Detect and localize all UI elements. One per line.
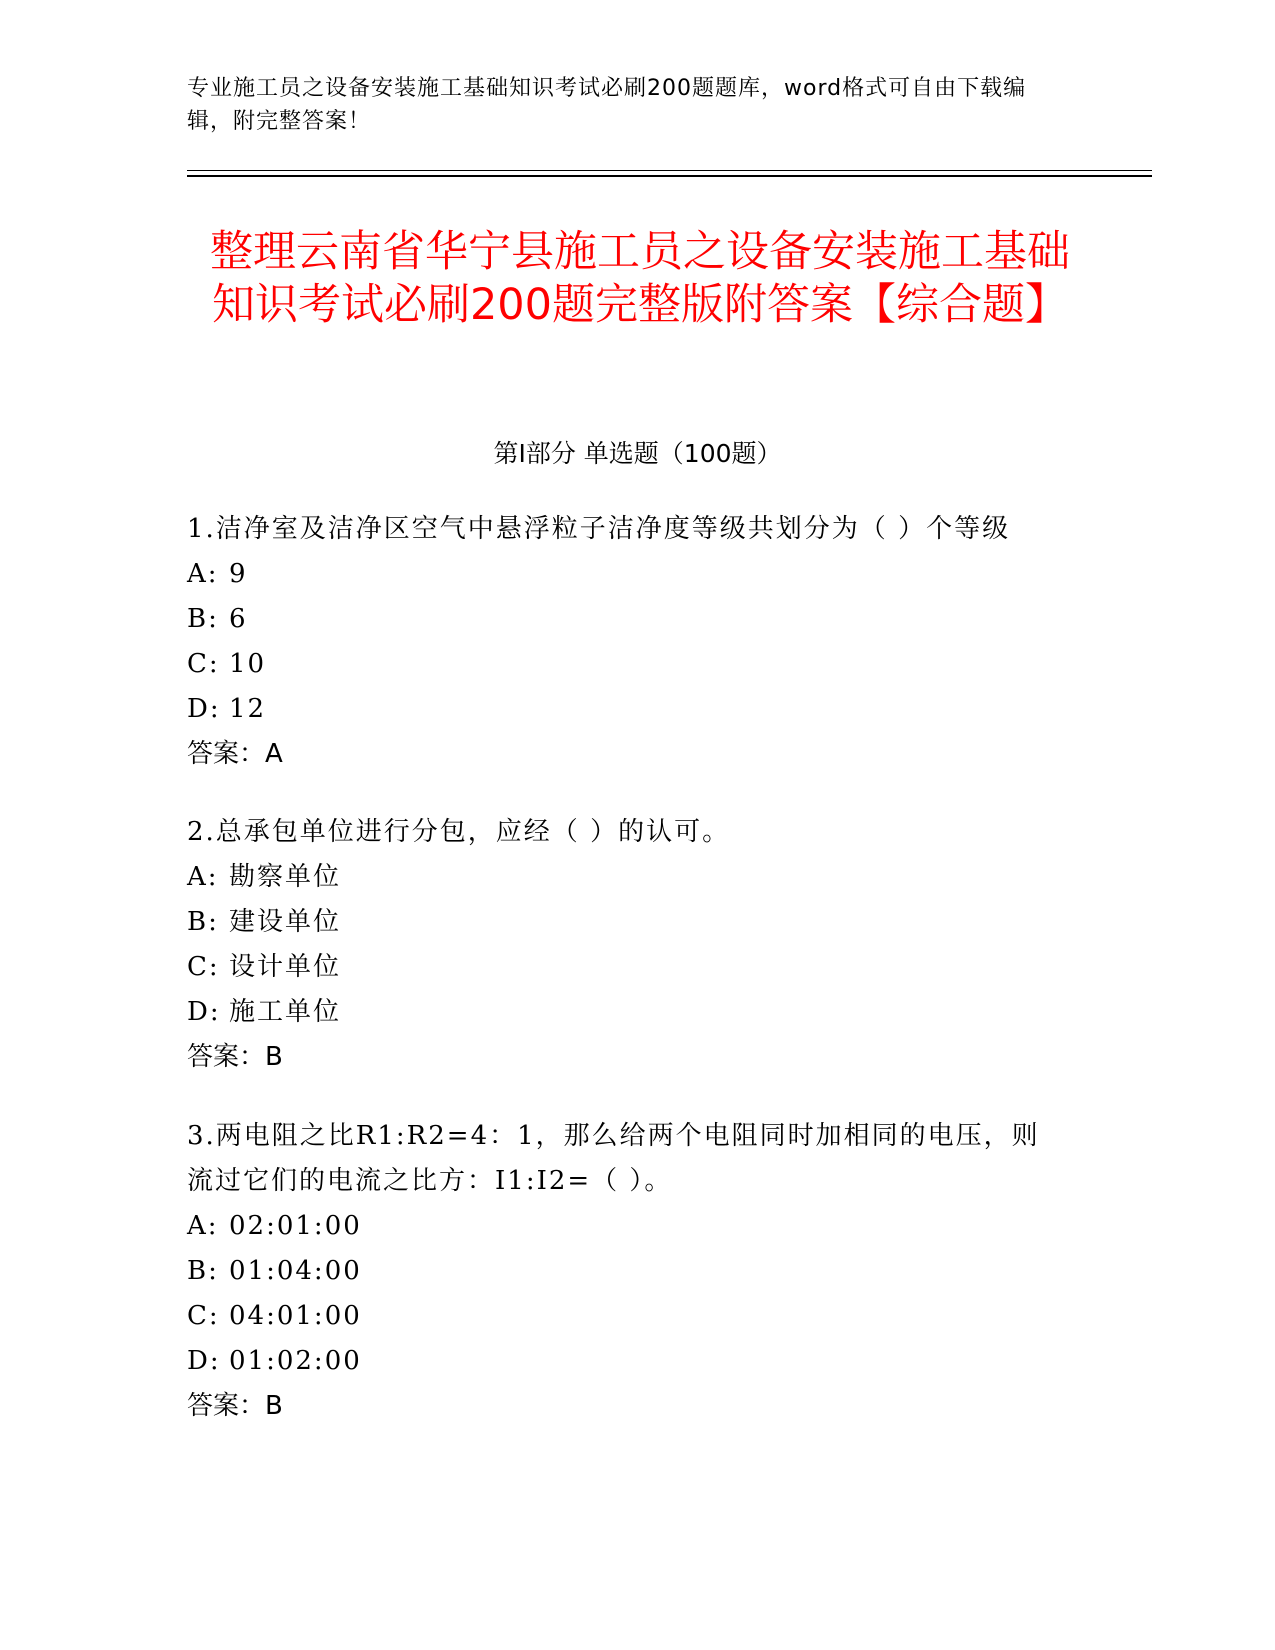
- answer-line: 答案：B: [187, 1042, 283, 1072]
- option-label: D:: [187, 694, 221, 724]
- option-label: B:: [187, 1256, 219, 1286]
- option-c: [187, 945, 1067, 990]
- question-stem: 2.总承包单位进行分包，应经（ ）的认可。: [187, 817, 731, 847]
- header-note: 专业施工员之设备安装施工基础知识考试必刷200题题库，word格式可自由下载编辑，附完整答案！: [187, 76, 1027, 134]
- answer-line: 答案：B: [187, 1391, 283, 1421]
- option-d: [187, 687, 1067, 732]
- question-stem: 1.洁净室及洁净区空气中悬浮粒子洁净度等级共划分为（ ）个等级: [187, 514, 1011, 544]
- option-a: [187, 552, 1067, 597]
- question-stem: 3.两电阻之比R1:R2=4：1，那么给两个电阻同时加相同的电压，则流过它们的电流之比方：I1:I2=（ ）。: [187, 1121, 1040, 1196]
- section-heading: 第I部分 单选题（100题）: [493, 439, 782, 468]
- header-divider-thin: [187, 170, 1152, 171]
- option-text: 02:01:00: [229, 1211, 362, 1241]
- option-d: [187, 990, 1067, 1035]
- option-label: C:: [187, 1301, 220, 1331]
- option-label: B:: [187, 604, 219, 634]
- option-b: [187, 1249, 1067, 1294]
- option-b: [187, 900, 1067, 945]
- header-divider-thick: [187, 175, 1152, 177]
- option-text: 6: [229, 604, 248, 634]
- document-title: 整理云南省华宁县施工员之设备安装施工基础知识考试必刷200题完整版附答案【综合题】: [210, 227, 1070, 330]
- option-label: D:: [187, 1346, 221, 1376]
- option-a: [187, 1204, 1067, 1249]
- option-label: C:: [187, 649, 220, 679]
- option-label: A:: [187, 862, 219, 892]
- option-text: 建设单位: [229, 907, 342, 937]
- option-c: [187, 1294, 1067, 1339]
- option-text: 01:02:00: [229, 1346, 362, 1376]
- option-text: 10: [229, 649, 267, 679]
- option-label: D:: [187, 997, 221, 1027]
- option-label: B:: [187, 907, 219, 937]
- option-c: [187, 642, 1067, 687]
- option-label: C:: [187, 952, 220, 982]
- option-label: A:: [187, 1211, 219, 1241]
- question-2: [187, 810, 1067, 1080]
- option-text: 设计单位: [229, 952, 342, 982]
- option-text: 01:04:00: [229, 1256, 362, 1286]
- option-text: 施工单位: [229, 997, 342, 1027]
- option-d: [187, 1339, 1067, 1384]
- option-text: 04:01:00: [229, 1301, 362, 1331]
- option-text: 9: [229, 559, 248, 589]
- question-3: [187, 1114, 1067, 1429]
- option-label: A:: [187, 559, 219, 589]
- option-text: 12: [229, 694, 267, 724]
- option-text: 勘察单位: [229, 862, 342, 892]
- option-a: [187, 855, 1067, 900]
- answer-line: 答案：A: [187, 739, 283, 769]
- question-1: [187, 507, 1067, 777]
- option-b: [187, 597, 1067, 642]
